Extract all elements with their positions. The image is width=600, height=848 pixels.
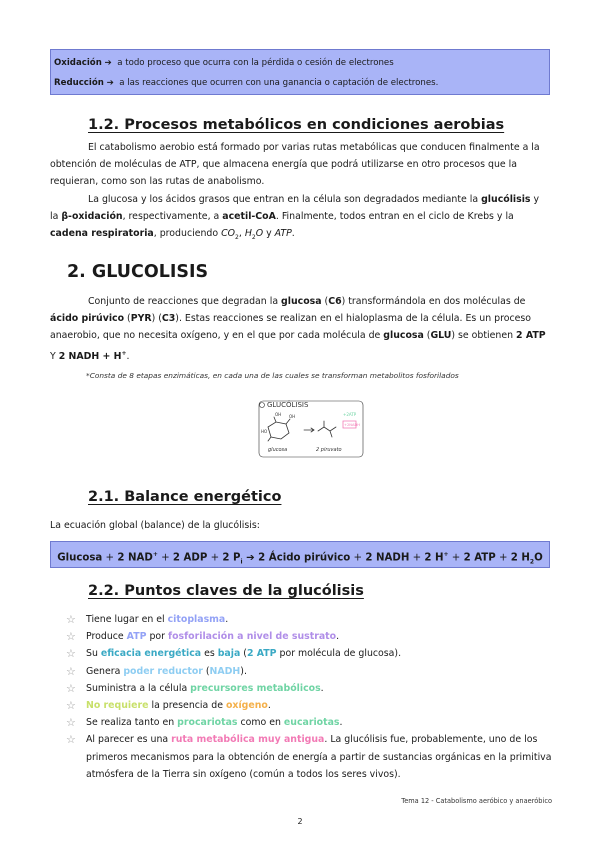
sketch-oh-3: HO	[261, 429, 268, 434]
highlight-fosforilacion: fosforilación a nivel de sustrato	[167, 631, 337, 643]
section-1-2-paragraph-1: El catabolismo aerobio está formado por varias rutas metabólicas que conducen finalmente a la obtención de moléculas de ATP, que almacena energía que podrá utilizarse en otro procesos que la requieran, como son las rutas de anabolismo.	[50, 142, 540, 188]
highlight-citoplasma: citoplasma	[167, 614, 226, 625]
text-run: . Finalmente, todos entran en el ciclo de Krebs y la	[275, 210, 514, 222]
section-2-2-title: 2.2. Puntos claves de la glucólisis	[88, 583, 364, 599]
star-icon: ☆	[66, 699, 76, 713]
text-run: y la	[50, 193, 540, 222]
highlight-ruta-antigua: ruta metabólica muy antigua	[171, 734, 325, 746]
text-run: .	[267, 700, 271, 712]
highlight-nadh: NADH	[209, 665, 241, 677]
text-run: (	[321, 296, 329, 307]
section-2-title: 2. GLUCOLISIS	[67, 262, 209, 282]
eq-plus: +	[409, 552, 425, 564]
text-run: .	[225, 614, 229, 625]
text-run: es	[201, 648, 218, 660]
subscript: i	[240, 558, 243, 566]
section-2-1-title: 2.1. Balance energético	[88, 489, 282, 505]
glycolysis-sketch	[256, 397, 366, 461]
text-run: , respectivamente, a	[122, 210, 223, 222]
superscript: +	[443, 551, 449, 558]
term-glucosa: glucosa	[383, 330, 424, 342]
section-1-2-body	[50, 139, 550, 246]
balance-equation	[50, 541, 550, 568]
eq-h2o: 2 H	[510, 552, 530, 564]
term-acido-piruvico: ácido pirúvico	[50, 313, 125, 325]
text-run: ) se obtienen	[451, 330, 517, 342]
text-run: Su	[86, 648, 101, 660]
sketch-label-atp: +2ATP	[343, 412, 357, 417]
section-1-2-title: 1.2. Procesos metabólicos en condiciones aerobias	[88, 117, 505, 133]
eq-plus: +	[448, 552, 464, 564]
text-run: Produce	[86, 631, 127, 643]
highlight-eucariotas: eucariotas	[283, 717, 340, 729]
text-run: Tiene lugar en el	[86, 614, 168, 625]
def-oxidacion	[54, 53, 549, 73]
star-icon: ☆	[66, 664, 76, 678]
eq-glucosa: Glucosa	[57, 552, 103, 564]
sketch-oh-1: OH	[275, 412, 282, 417]
star-icon: ☆	[66, 630, 76, 644]
text-run: (	[202, 665, 210, 677]
text-run: .	[126, 350, 130, 362]
list-item	[66, 628, 556, 645]
text-run: La glucosa y los ácidos grasos que entran en la célula son degradados mediante la	[88, 193, 482, 205]
star-icon: ☆	[66, 681, 76, 695]
superscript: +	[121, 349, 127, 357]
list-item	[66, 680, 556, 697]
sketch-label-piruvato: 2 piruvato	[316, 447, 342, 453]
eq-atp: 2 ATP	[463, 552, 496, 564]
highlight-no-requiere: No requiere	[86, 700, 149, 712]
arrow-icon: ➔	[242, 552, 259, 564]
text-run: ). Estas reacciones se realizan en el hialoplasma de la célula. Es un proceso anaerobio, que no necesita oxígeno, y en el que por cada molécula de	[50, 313, 532, 342]
text-run: como en	[237, 717, 284, 729]
highlight-procariotas: procariotas	[177, 717, 238, 729]
text-run: ,	[238, 228, 245, 240]
text-run: y	[263, 228, 275, 240]
text-run: (	[240, 648, 247, 660]
definitions-box	[50, 49, 550, 95]
text-run: Genera	[86, 665, 124, 677]
text-run: por molécula de glucosa).	[276, 648, 402, 660]
term-h2o-o: O	[255, 228, 264, 240]
highlight-precursores: precursores metabólicos	[190, 682, 321, 694]
term-2-atp: 2 ATP	[516, 330, 546, 342]
text-run: (	[124, 313, 131, 325]
text-run: Al parecer es una	[86, 734, 172, 746]
text-run: ) (	[151, 313, 162, 325]
term-h2o: H	[244, 228, 252, 240]
term-c3: C3	[161, 313, 176, 325]
term-beta-oxidacion: β-oxidación	[61, 210, 123, 222]
subscript: 2	[251, 233, 256, 241]
list-item	[66, 663, 556, 680]
section-1-2-paragraph-2	[50, 191, 550, 246]
text-run: la presencia de	[148, 700, 226, 712]
list-item	[66, 731, 556, 783]
text-run: ) transformándola en dos moléculas de	[341, 296, 526, 307]
star-icon: ☆	[66, 647, 76, 661]
section-2-note: *Consta de 8 etapas enzimáticas, en cada una de las cuales se transforman metabolitos fosforilados	[86, 371, 459, 380]
def-oxidacion-term: Oxidación	[54, 58, 102, 68]
sketch-title: GLUCÓLISIS	[267, 401, 309, 409]
text-run: Se realiza tanto en	[86, 717, 178, 729]
text-run: .	[339, 717, 343, 729]
term-pyr: PYR	[130, 313, 152, 325]
eq-plus: +	[350, 552, 366, 564]
term-cadena-respiratoria: cadena respiratoria	[50, 228, 154, 240]
footer-topic: Tema 12 - Catabolismo aeróbico y anaeróbico	[401, 797, 552, 805]
star-icon: ☆	[66, 716, 76, 730]
term-acetil-coa: acetil-CoA	[222, 210, 276, 222]
eq-nad: 2 NAD	[117, 552, 153, 564]
star-icon: ☆	[66, 613, 76, 626]
subscript: 2	[235, 233, 239, 241]
superscript: +	[152, 551, 158, 558]
list-item	[66, 697, 556, 714]
term-glucosa: glucosa	[281, 296, 322, 307]
highlight-oxigeno: oxígeno	[225, 700, 268, 712]
eq-plus: +	[495, 552, 511, 564]
text-run: .	[291, 228, 295, 240]
list-item	[66, 611, 556, 628]
def-oxidacion-text: a todo proceso que ocurra con la pérdida o cesión de electrones	[117, 58, 394, 68]
subscript: 2	[529, 558, 535, 566]
term-atp: ATP	[274, 228, 292, 240]
eq-pi: 2 P	[222, 552, 241, 564]
def-reduccion-term: Reducción	[54, 78, 104, 88]
text-run: Suministra a la célula	[86, 682, 191, 694]
highlight-baja: baja	[217, 648, 241, 660]
eq-nadh: 2 NADH	[365, 552, 410, 564]
page-number: 2	[297, 817, 303, 826]
term-co2: CO	[221, 228, 236, 240]
text-run: (	[423, 330, 431, 342]
text-run: Conjunto de reacciones que degradan la	[88, 296, 282, 307]
text-run: ).	[240, 665, 247, 677]
term-2-nadh: 2 NADH + H	[58, 350, 122, 362]
term-glucolisis: glucólisis	[481, 193, 531, 205]
text-run: .	[336, 631, 340, 643]
term-glu: GLU	[430, 330, 452, 342]
highlight-atp: ATP	[126, 631, 147, 643]
section-2-body	[50, 293, 550, 365]
text-run: Y	[50, 350, 59, 362]
def-reduccion	[54, 73, 549, 93]
section-2-1-intro: La ecuación global (balance) de la glucólisis:	[50, 520, 260, 531]
highlight-eficacia: eficacia energética	[100, 648, 202, 660]
text-run: .	[320, 682, 324, 694]
text-run: . La glucólisis fue, probablemente, uno de los primeros mecanismos para la obtención de energía a partir de sustancias orgánicas en la primitiva atmósfera de la Tierra sin oxígeno (común a todos los seres vivos).	[86, 734, 552, 780]
text-run: , produciendo	[153, 228, 222, 240]
highlight-poder-reductor: poder reductor	[123, 665, 203, 677]
star-icon: ☆	[66, 733, 76, 747]
arrow-icon: ➔	[106, 78, 114, 88]
eq-h: 2 H	[424, 552, 444, 564]
list-item	[66, 714, 556, 731]
eq-h2o-o: O	[534, 552, 543, 564]
sketch-oh-2: OH	[289, 414, 296, 419]
eq-plus: +	[207, 552, 223, 564]
sketch-label-glucosa: glucosa	[268, 447, 288, 453]
eq-plus: +	[157, 552, 173, 564]
eq-adp: 2 ADP	[172, 552, 208, 564]
text-run: por	[146, 631, 168, 643]
eq-acido-piruvico: 2 Ácido pirúvico	[258, 552, 351, 564]
term-c6: C6	[328, 296, 342, 307]
sketch-label-nadh: +2NADH	[344, 423, 360, 427]
eq-plus: +	[102, 552, 118, 564]
list-item	[66, 645, 556, 662]
section-2-paragraph	[50, 293, 550, 365]
def-reduccion-text: a las reacciones que ocurren con una ganancia o captación de electrones.	[119, 78, 439, 88]
highlight-2-atp: 2 ATP	[246, 648, 277, 660]
arrow-icon: ➔	[104, 58, 112, 68]
key-points-list	[66, 611, 556, 783]
